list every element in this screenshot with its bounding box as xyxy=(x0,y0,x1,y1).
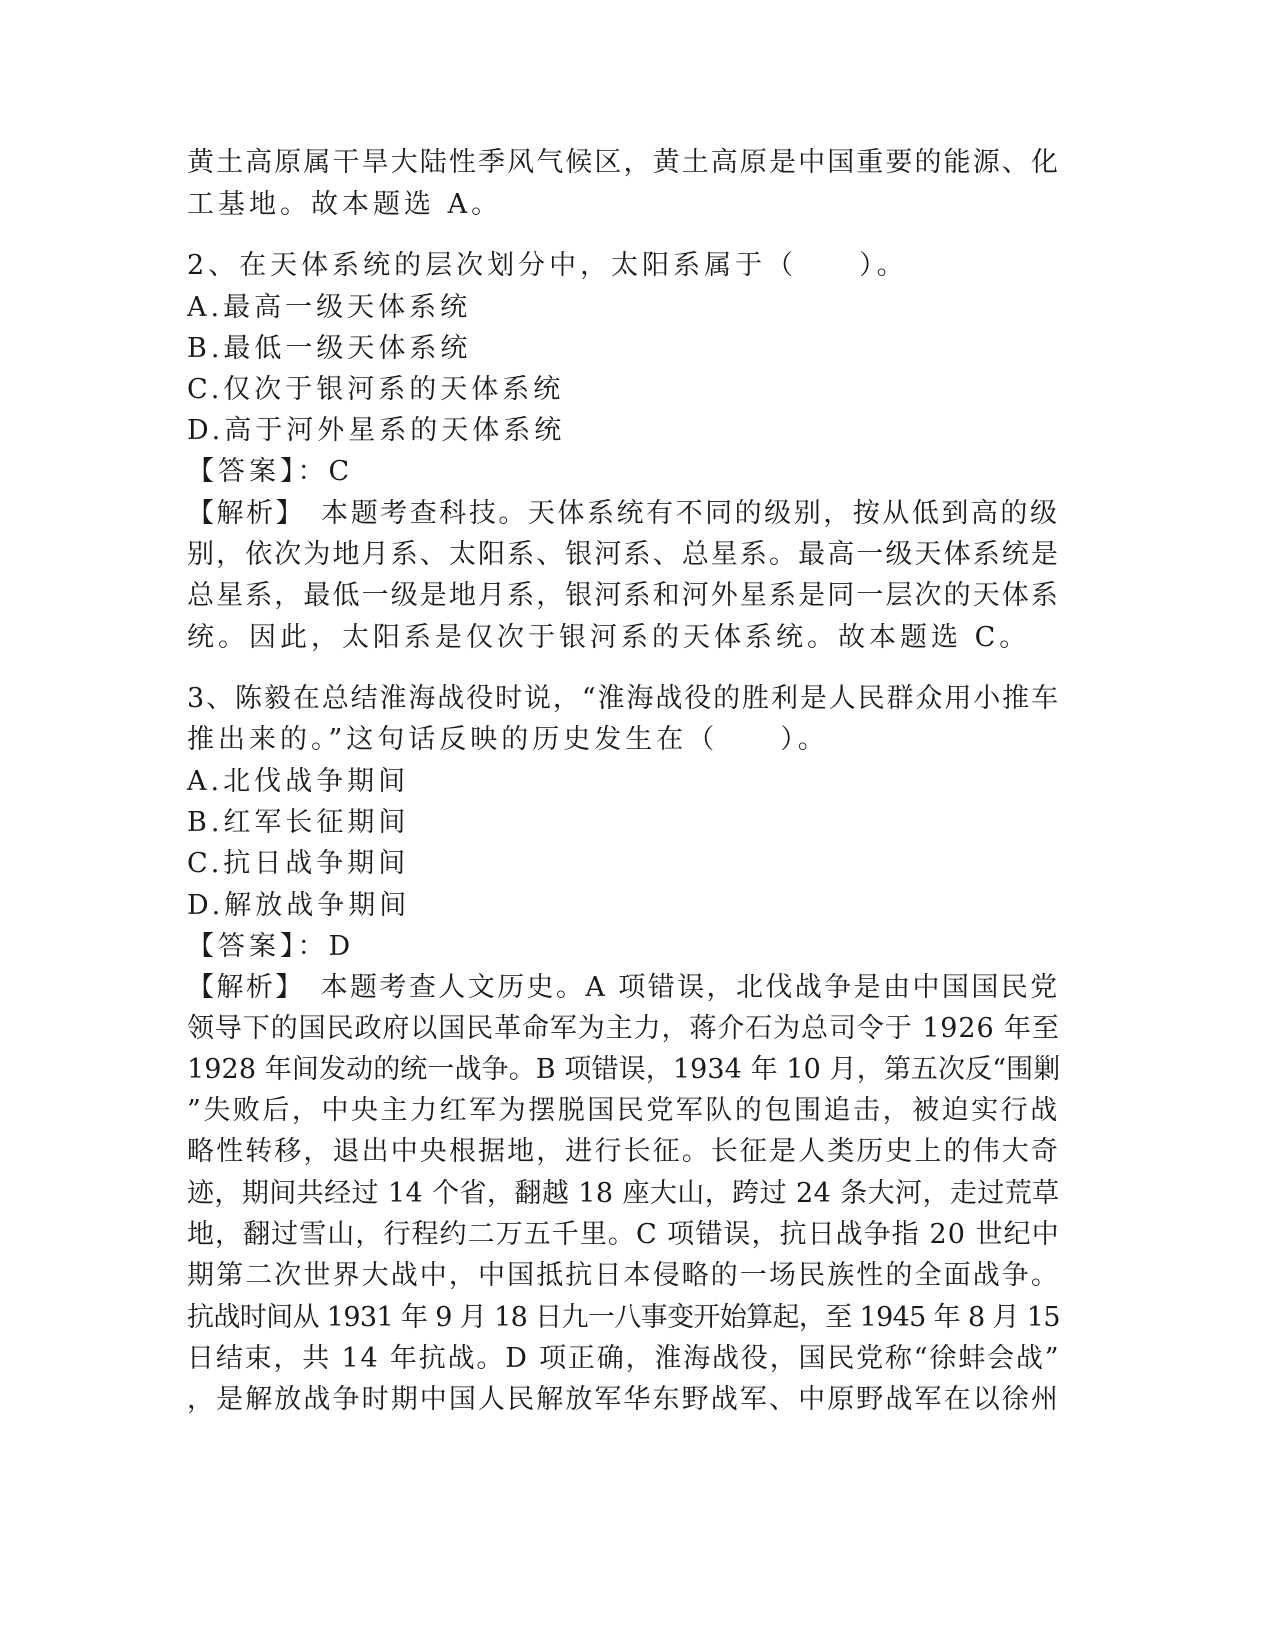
q3-analysis-line-5: 略性转移，退出中央根据地，进行长征。长征是人类历史上的伟大奇 xyxy=(187,1136,1060,1167)
q3-analysis-line-10: 日结束，共 14 年抗战。D 项正确，淮海战役，国民党称“徐蚌会战” xyxy=(187,1343,1061,1374)
q3-analysis-line-3: 1928 年间发动的统一战争。B 项错误，1934 年 10 月，第五次反“围剿 xyxy=(187,1054,1061,1085)
intro-line-1: 黄土高原属干旱大陆性季风气候区，黄土高原是中国重要的能源、化 xyxy=(187,147,1060,178)
q3-option-d: D.解放战争期间 xyxy=(187,890,411,921)
q2-option-a: A.最高一级天体系统 xyxy=(187,292,472,323)
q3-answer: 【答案】：D xyxy=(187,931,355,962)
q2-option-d: D.高于河外星系的天体系统 xyxy=(187,415,566,446)
q3-analysis-line-4: ”失败后，中央主力红军为摆脱国民党军队的包围追击，被迫实行战 xyxy=(187,1095,1060,1126)
q2-analysis-line-2: 别，依次为地月系、太阳系、银河系、总星系。最高一级天体系统是 xyxy=(187,539,1060,570)
q2-analysis-line-4: 统。因此，太阳系是仅次于银河系的天体系统。故本题选 C。 xyxy=(187,622,1031,653)
q3-analysis-line-7: 地，翻过雪山，行程约二万五千里。C 项错误，抗日战争指 20 世纪中 xyxy=(187,1219,1060,1250)
q3-analysis-line-11: ，是解放战争时期中国人民解放军华东野战军、中原野战军在以徐州 xyxy=(187,1384,1060,1415)
q2-analysis-line-3: 总星系，最低一级是地月系，银河系和河外星系是同一层次的天体系 xyxy=(187,580,1060,611)
q3-option-a: A.北伐战争期间 xyxy=(187,766,410,797)
q3-option-b: B.红军长征期间 xyxy=(187,807,410,838)
q2-option-b: B.最低一级天体系统 xyxy=(187,333,472,364)
q2-option-c: C.仅次于银河系的天体系统 xyxy=(187,374,565,405)
q3-analysis-line-1: 【解析】 本题考查人文历史。A 项错误，北伐战争是由中国国民党 xyxy=(187,972,1060,1003)
q3-analysis-line-2: 领导下的国民政府以国民革命军为主力，蒋介石为总司令于 1926 年至 xyxy=(187,1013,1060,1044)
q3-analysis-line-6: 迹，期间共经过 14 个省，翻越 18 座大山，跨过 24 条大河，走过荒草 xyxy=(187,1178,1060,1209)
q2-question: 2、在天体系统的层次划分中，太阳系属于（ ）。 xyxy=(187,250,908,281)
q2-answer: 【答案】：C xyxy=(187,456,354,487)
q3-question-line-1: 3、陈毅在总结淮海战役时说，“淮海战役的胜利是人民群众用小推车 xyxy=(187,683,1060,714)
q3-question-line-2: 推出来的。”这句话反映的历史发生在（ ）。 xyxy=(187,724,829,755)
q3-analysis-line-8: 期第二次世界大战中，中国抵抗日本侵略的一场民族性的全面战争。 xyxy=(187,1260,1060,1291)
intro-line-2: 工基地。故本题选 A。 xyxy=(187,189,503,220)
q3-option-c: C.抗日战争期间 xyxy=(187,848,410,879)
q2-analysis-line-1: 【解析】 本题考查科技。天体系统有不同的级别，按从低到高的级 xyxy=(187,498,1060,529)
q3-analysis-line-9: 抗战时间从 1931 年 9 月 18 日九一八事变开始算起，至 1945 年 8 月 15 xyxy=(187,1302,1060,1333)
